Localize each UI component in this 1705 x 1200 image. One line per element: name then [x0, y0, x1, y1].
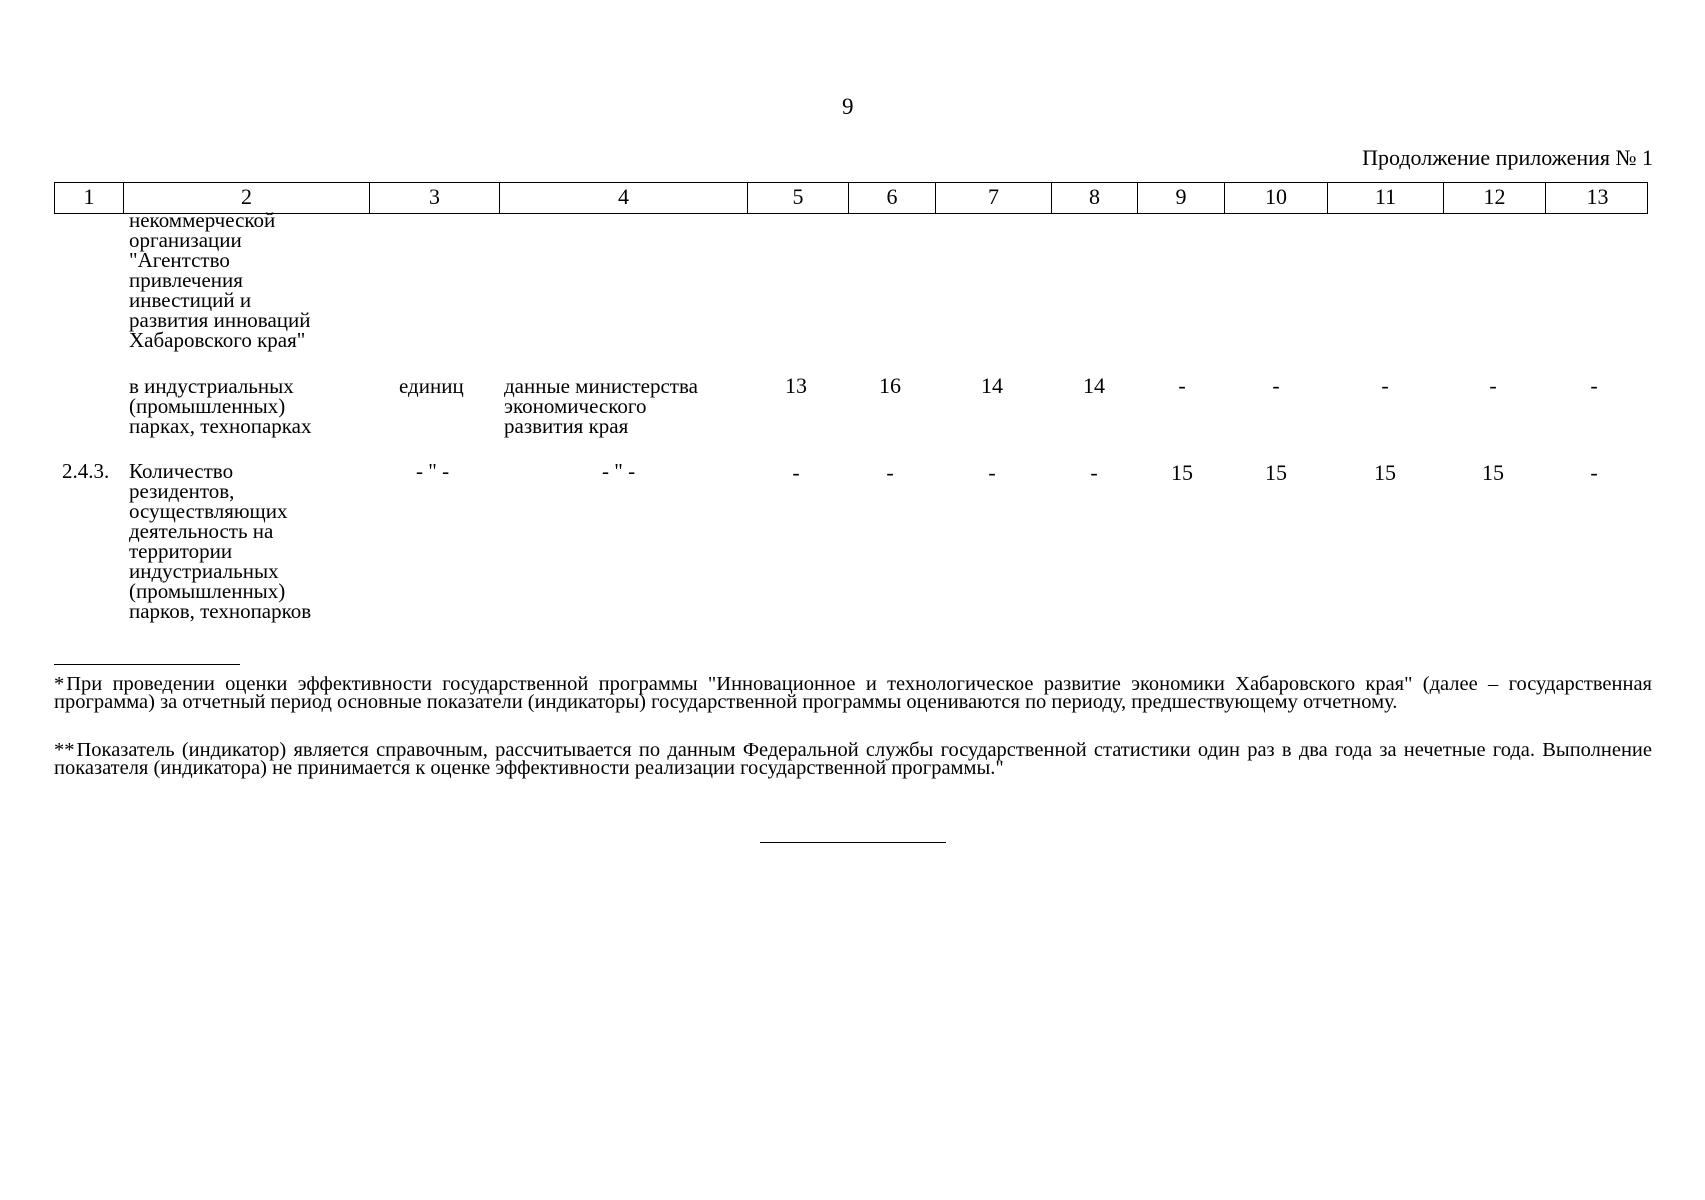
col-number-1: 1 — [55, 183, 124, 213]
col-number-2: 2 — [124, 183, 370, 213]
value-cell: 16 — [879, 373, 901, 398]
continued-text-line: инвестиций и — [129, 288, 252, 312]
page-number: 9 — [842, 94, 854, 119]
footnote-1-text: При проведении оценки эффективности государственной программы "Инновационное и технологическое развитие экономики Хабаровского края" (далее – государственная программа) за отчетный период основные показатели (индикаторы) государственной программы оцениваются по периоду, предшествующему отчетному. — [54, 673, 1652, 713]
indicator-name-line: парков, технопарков — [129, 599, 312, 623]
continued-text-line: Хабаровского края" — [129, 328, 306, 352]
value-cell: - — [1178, 373, 1186, 398]
source-line: экономического — [504, 394, 647, 418]
end-separator — [760, 842, 946, 843]
unit-cell: - " - — [416, 459, 450, 483]
indicator-name-line: в индустриальных — [129, 374, 294, 398]
col-number-6: 6 — [849, 183, 936, 213]
footnote-2 — [54, 741, 1652, 777]
value-cell: - — [1381, 373, 1389, 398]
indicator-name-line: Количество — [129, 459, 234, 483]
continuation-label: Продолжение приложения № 1 — [1362, 145, 1653, 170]
indicator-name-line: (промышленных) — [129, 394, 286, 418]
value-cell: - — [1489, 373, 1497, 398]
value-cell: 15 — [1171, 460, 1193, 485]
col-number-9: 9 — [1138, 183, 1225, 213]
indicator-name-line: (промышленных) — [129, 579, 286, 603]
footnote-1-mark: * — [54, 673, 65, 695]
column-number-header — [54, 182, 1648, 214]
value-cell: 15 — [1265, 460, 1287, 485]
footnote-2-text: Показатель (индикатор) является справочным, рассчитывается по данным Федеральной службы государственной статистики один раз в два года за нечетные года. Выполнение показателя (индикатора) не принимается к оценке эффективности реализации государственной программы." — [54, 739, 1652, 779]
value-cell: 15 — [1374, 460, 1396, 485]
continued-text-line: некоммерческой — [129, 208, 276, 232]
value-cell: 14 — [981, 373, 1003, 398]
continued-text-line: организации — [129, 228, 242, 252]
value-cell: - — [886, 460, 894, 485]
value-cell: 15 — [1482, 460, 1504, 485]
indicator-name-line: осуществляющих — [129, 499, 288, 523]
col-number-10: 10 — [1225, 183, 1328, 213]
indicator-name-line: деятельность на — [129, 519, 274, 543]
continued-text-line: развития инноваций — [129, 308, 311, 332]
source-line: данные министерства — [504, 374, 698, 398]
indicator-name-line: резидентов, — [129, 479, 235, 503]
col-number-7: 7 — [936, 183, 1052, 213]
col-number-11: 11 — [1328, 183, 1444, 213]
value-cell: - — [1590, 373, 1598, 398]
value-cell: - — [1090, 460, 1098, 485]
indicator-name-line: парках, технопарках — [129, 414, 312, 438]
indicator-code: 2.4.3. — [62, 459, 110, 483]
value-cell: 13 — [785, 373, 807, 398]
footnote-1 — [54, 675, 1652, 711]
indicator-name-line: территории — [129, 539, 233, 563]
footnote-2-mark: ** — [54, 739, 75, 761]
col-number-4: 4 — [500, 183, 748, 213]
source-cell: - " - — [602, 459, 636, 483]
value-cell: - — [1590, 460, 1598, 485]
value-cell: - — [988, 460, 996, 485]
indicator-name-line: индустриальных — [129, 559, 279, 583]
col-number-13: 13 — [1586, 184, 1609, 209]
unit-cell: единиц — [399, 374, 464, 398]
col-number-3: 3 — [370, 183, 500, 213]
col-number-12: 12 — [1444, 183, 1546, 213]
col-number-5: 5 — [748, 183, 849, 213]
col-number-8: 8 — [1052, 183, 1138, 213]
continued-text-line: "Агентство — [129, 248, 230, 272]
value-cell: - — [1272, 373, 1280, 398]
source-line: развития края — [504, 414, 629, 438]
continued-text-line: привлечения — [129, 268, 243, 292]
footnote-separator — [54, 664, 240, 665]
value-cell: - — [792, 460, 800, 485]
value-cell: 14 — [1083, 373, 1105, 398]
